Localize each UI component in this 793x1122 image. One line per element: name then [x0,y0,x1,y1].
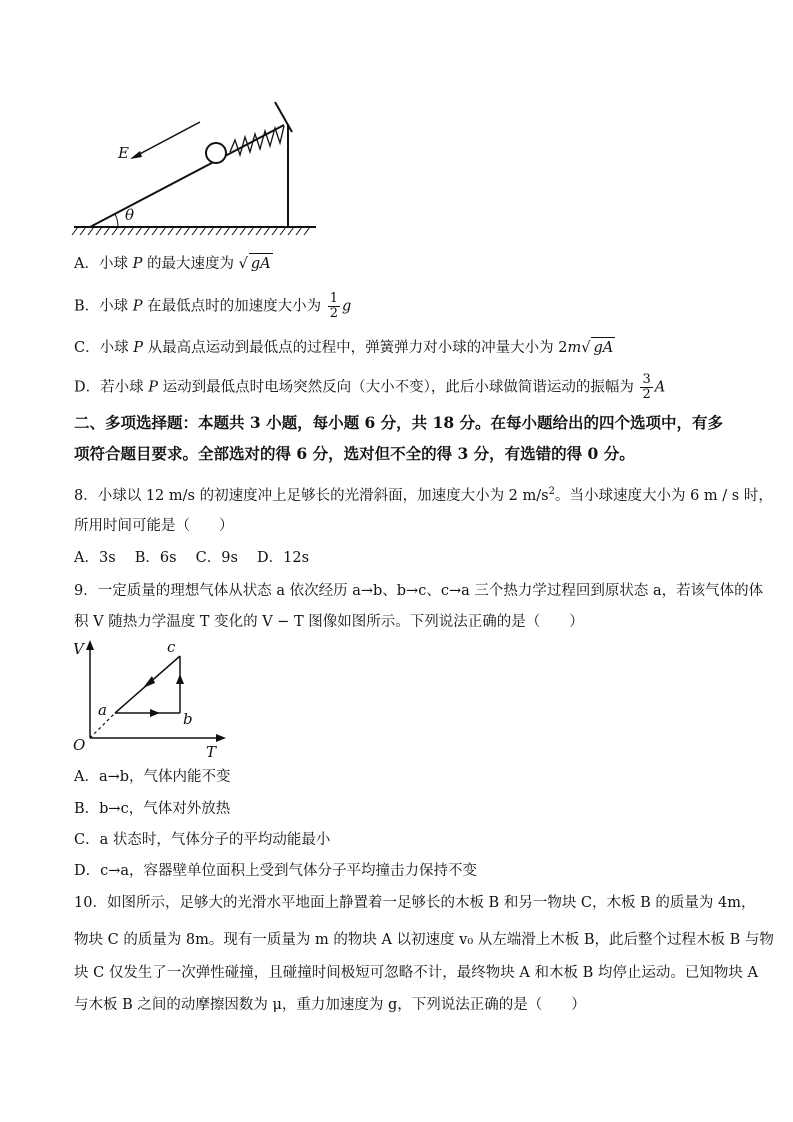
field-arrow [134,122,200,157]
q9-option-a: A．a→b，气体内能不变 [74,769,231,785]
q9-option-d: D．c→a，容器壁单位面积上受到气体分子平均撞击力保持不变 [74,863,478,879]
spring [230,126,284,155]
q9-option-c: C．a 状态时，气体分子的平均动能最小 [74,832,331,848]
q8-line2: 所用时间可能是（ ） [74,518,234,534]
label-a: a [98,701,107,719]
label-c: c [167,638,176,656]
section2-heading-line2: 项符合题目要求。全部选对的得 6 分，选对但不全的得 3 分，有选错的得 0 分。 [74,444,635,463]
q10-line1: 10．如图所示，足够大的光滑水平地面上静置着一足够长的木板 B 和另一物块 C，木板 B 的质量为 4m， [74,895,756,911]
vt-graph [70,638,230,763]
q8-line1: 8．小球以 12 m/s 的初速度冲上足够长的光滑斜面，加速度大小为 2 $m/s^2$。当小球速度大小为 6 m / s 时， [74,486,773,504]
label-theta: θ [125,206,135,224]
label-O: O [73,736,86,754]
incline-figure [70,100,330,240]
q8-options: A．3s B．6s C．9s D．12s [74,550,310,566]
label-b: b [183,710,193,728]
q10-line3: 块 C 仅发生了一次弹性碰撞，且碰撞时间极短可忽略不计，最终物块 A 和木板 B 均停止运动。已知物块 A [74,965,758,981]
q9-line2: 积 V 随热力学温度 T 变化的 V − T 图像如图所示。下列说法正确的是（ ） [74,614,584,630]
label-E: E [118,144,129,162]
label-T: T [206,743,217,761]
q10-line4: 与木板 B 之间的动摩擦因数为 μ，重力加速度为 g，下列说法正确的是（ ） [74,997,586,1013]
q10-line2: 物块 C 的质量为 8m。现有一质量为 m 的物块 A 以初速度 v₀ 从左端滑上木板 B，此后整个过程木板 B 与物 [74,932,774,948]
q7-option-d: D．若小球 P 运动到最低点时电场突然反向（大小不变），此后小球做简谐运动的振幅为 $\frac{3}{2}$ A [74,372,666,402]
ball [206,143,226,163]
section2-heading-line1: 二、多项选择题：本题共 3 小题，每小题 6 分，共 18 分。在每小题给出的四个选项中，有多 [74,413,724,432]
q9-option-b: B．b→c，气体对外放热 [74,801,231,817]
q9-line1: 9．一定质量的理想气体从状态 a 依次经历 a→b、b→c、c→a 三个热力学过程回到原状态 a，若该气体的体 [74,583,764,599]
incline-line [90,125,284,227]
q7-option-a: A．小球 P 的最大速度为 √ gA [74,253,273,274]
label-V: V [73,640,84,658]
q7-option-c: C．小球 P 从最高点运动到最低点的过程中，弹簧弹力对小球的冲量大小为 2m√ gA [74,337,615,358]
q7-option-b: B．小球 P 在最低点时的加速度大小为 $\frac{1}{2}$ g [74,291,352,321]
